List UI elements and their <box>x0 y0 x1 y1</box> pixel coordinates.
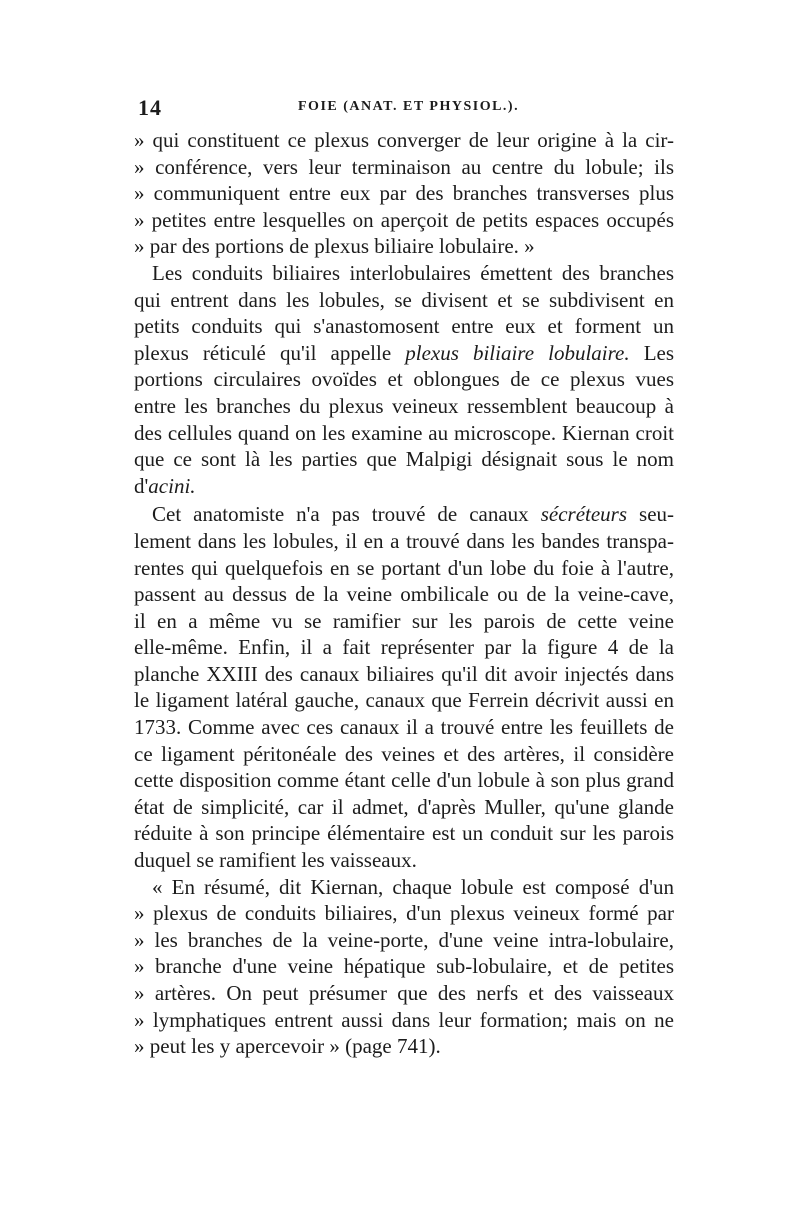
text-segment: d' <box>134 473 149 498</box>
text-line: lement dans les lobules, il en a trouvé dans les bandes transpa- <box>134 528 674 553</box>
text-line: portions circulaires ovoïdes et oblongues de ce plexus vues <box>134 367 674 392</box>
text-line: » lymphatiques entrent aussi dans leur formation; mais on ne <box>134 1007 674 1032</box>
text-line: petits conduits qui s'anastomosent entre eux et forment un <box>134 314 674 339</box>
text-line: le ligament latéral gauche, canaux que Ferrein décrivit aussi en <box>134 688 674 713</box>
text-line: il en a même vu se ramifier sur les parois de cette veine <box>134 608 674 633</box>
text-line: planche XXIII des canaux biliaires qu'il dit avoir injectés dans <box>134 661 674 686</box>
text-line: » peut les y apercevoir » (page 741). <box>134 1034 441 1059</box>
text-segment: Les <box>643 340 675 365</box>
text-line: réduite à son principe élémentaire est un conduit sur les parois <box>134 821 674 846</box>
page-header <box>138 95 672 125</box>
italic-term: sécréteurs <box>540 502 628 527</box>
text-line: » par des portions de plexus biliaire lobulaire. » <box>134 234 535 259</box>
text-line: état de simplicité, car il admet, d'après Muller, qu'une glande <box>134 794 674 819</box>
text-line: Les conduits biliaires interlobulaires émettent des branches <box>152 260 674 285</box>
text-line <box>134 340 674 367</box>
text-line: » plexus de conduits biliaires, d'un plexus veineux formé par <box>134 901 674 926</box>
page-number: 14 <box>138 95 162 120</box>
text-line: que ce sont là les parties que Malpigi désignait sous le nom <box>134 447 674 472</box>
text-line: » artères. On peut présumer que des nerfs et des vaisseaux <box>134 981 674 1005</box>
text-line: rentes qui quelquefois en se portant d'un lobe du foie à l'autre, <box>134 555 674 580</box>
text-line: elle-même. Enfin, il a fait représenter par la figure 4 de la <box>134 635 674 660</box>
italic-term: acini. <box>148 473 196 498</box>
text-line: des cellules quand on les examine au microscope. Kiernan croit <box>134 420 674 445</box>
text-line: ce ligament péritonéale des veines et des artères, il considère <box>134 741 674 766</box>
text-line: » communiquent entre eux par des branches transverses plus <box>134 181 674 206</box>
text-line: entre les branches du plexus veineux ressemblent beaucoup à <box>134 393 674 418</box>
text-line: duquel se ramifient les vaisseaux. <box>134 848 417 873</box>
text-line <box>134 501 674 528</box>
text-line: » branche d'une veine hépatique sub-lobulaire, et de petites <box>134 954 674 979</box>
text-line: » conférence, vers leur terminaison au centre du lobule; ils <box>134 154 674 179</box>
running-title: FOIE (ANAT. ET PHYSIOL.). <box>298 99 520 114</box>
text-line: qui entrent dans les lobules, se divisent et se subdivisent en <box>134 287 674 312</box>
text-segment: seu- <box>639 502 675 527</box>
text-line: » les branches de la veine-porte, d'une veine intra-lobulaire, <box>134 927 674 952</box>
text-line: cette disposition comme étant celle d'un lobule à son plus grand <box>134 768 674 793</box>
text-line <box>134 473 674 500</box>
text-line: « En résumé, dit Kiernan, chaque lobule est composé d'un <box>152 874 674 899</box>
text-line: » petites entre lesquelles on aperçoit de petits espaces occupés <box>134 207 674 232</box>
text-segment: plexus réticulé qu'il appelle <box>134 340 392 365</box>
text-line: passent au dessus de la veine ombilicale ou de la veine-cave, <box>134 582 674 607</box>
italic-term: plexus biliaire lobulaire. <box>405 340 630 365</box>
text-line: » qui constituent ce plexus converger de leur origine à la cir- <box>134 128 674 152</box>
body-text <box>134 127 674 1060</box>
text-line: 1733. Comme avec ces canaux il a trouvé entre les feuillets de <box>134 715 674 740</box>
text-segment: Cet anatomiste n'a pas trouvé de canaux <box>152 502 529 527</box>
